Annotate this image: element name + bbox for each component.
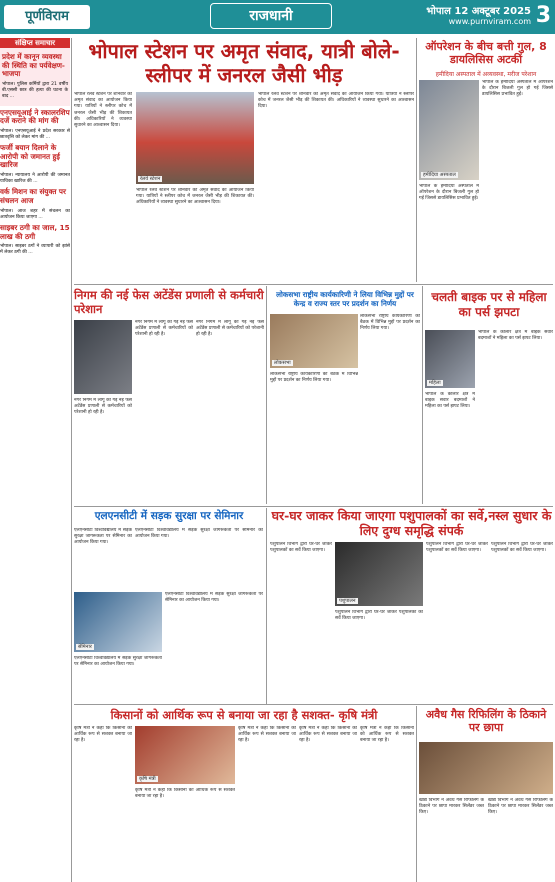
brief-text: भोपाल। एनएसयूआई ने प्रदेश सरकार से छात्रवृत्ति को लेकर मांग की ... bbox=[0, 128, 70, 140]
operation-text-continued: भोपाल के हमीदिया अस्पताल में ऑपरेशन के दौरान बिजली गुल हो गई जिससे डायलिसिस प्रभावित हुई। bbox=[419, 184, 479, 202]
operation-text: भोपाल के हमीदिया अस्पताल में ऑपरेशन के दौरान बिजली गुल हो गई जिससे डायलिसिस प्रभावित हुई। bbox=[482, 80, 553, 98]
hospital-photo bbox=[419, 80, 479, 180]
column-divider bbox=[266, 508, 267, 704]
brief-headline: एनएसयूआई ने स्कालरशिप दर्जे कराने की मांग की bbox=[0, 107, 70, 126]
kisan-text: कृषि मंत्री ने कहा कि किसानों को आर्थिक रूप से सशक्त बनाया जा रहा है। bbox=[74, 726, 132, 744]
photo-caption: कृषि मंत्री bbox=[139, 776, 156, 782]
brief-tag: संक्षिप्त समाचार bbox=[0, 38, 70, 48]
ghar-text-continued: पशुपालन विभाग द्वारा घर-घर जाकर पशुपालकों का सर्वे किया जाएगा। bbox=[335, 610, 423, 622]
photo-caption: सेमिनार bbox=[78, 644, 92, 650]
lok-text-continued: लोकसभा राष्ट्रीय कार्यकारिणी की बैठक में विभिन्न मुद्दों पर प्रदर्शन का निर्णय लिया गया। bbox=[270, 372, 358, 384]
seminar-text-continued: एलएनसीटी विश्वविद्यालय में सड़क सुरक्षा जागरूकता पर सेमिनार का आयोजन किया गया। bbox=[74, 656, 162, 668]
photo-caption: रेलवे स्टेशन bbox=[140, 176, 161, 182]
operation-subhead: हमीदिया अस्पताल में अव्यवस्था, मरीज परेशान bbox=[435, 71, 537, 78]
column-divider bbox=[416, 706, 417, 882]
brief-headline: वर्क मिशन का संयुक्त पर संचलन आज bbox=[0, 187, 66, 205]
lead-text-continued: भोपाल रेलवे स्टेशन पर शनिवार को अमृत संवाद का आयोजन किया गया। यात्रियों ने स्लीपर कोच में जनरल जैसी भीड़ की शिकायत की। अधिकारियों ने व्यवस्था सुधारने का आश्वासन दिया। bbox=[136, 188, 254, 206]
gas-headline: अवैध गैस रिफिलिंग के ठिकाने पर छापा bbox=[425, 708, 547, 734]
lok-headline: लोकसभा राष्ट्रीय कार्यकारिणी ने लिया विभिन्न मुद्दों पर केन्द्र व राज्य स्तर पर प्रदर्शन का निर्णय bbox=[276, 290, 414, 308]
cattle-photo bbox=[335, 542, 423, 606]
kisan-text-continued: कृषि मंत्री ने कहा कि किसानों को आर्थिक रूप से सशक्त बनाया जा रहा है। bbox=[360, 726, 414, 744]
lead-text: भोपाल रेलवे स्टेशन पर शनिवार को अमृत संवाद का आयोजन किया गया। यात्रियों ने स्लीपर कोच में जनरल जैसी भीड़ की शिकायत की। अधिकारियों ने व्यवस्था सुधारने का आश्वासन दिया। bbox=[74, 92, 132, 129]
ghar-text: पशुपालन विभाग द्वारा घर-घर जाकर पशुपालकों का सर्वे किया जाएगा। bbox=[270, 542, 332, 554]
brief-headline: प्रदेश में कानून व्यवस्था की स्थिति का पर्यवेक्षण-भाजपा bbox=[2, 52, 65, 79]
photo-caption: हमीदिया अस्पताल bbox=[423, 172, 456, 178]
lok-text: लोकसभा राष्ट्रीय कार्यकारिणी की बैठक में विभिन्न मुद्दों पर प्रदर्शन का निर्णय लिया गया। bbox=[360, 314, 420, 332]
left-brief-column bbox=[0, 38, 70, 882]
gas-text: खाद्य विभाग ने अवैध गैस रिफिलिंग के ठिकाने पर छापा मारकर सिलेंडर जब्त किए। bbox=[419, 798, 484, 816]
column-divider bbox=[266, 286, 267, 504]
nigam-photo bbox=[74, 320, 132, 394]
section-label: राजधानी bbox=[210, 3, 332, 29]
column-divider bbox=[416, 38, 417, 282]
brief-text: भोपाल। आज शहर में संचलन का आयोजन किया जाएगा ... bbox=[0, 208, 70, 220]
section-divider bbox=[74, 284, 553, 285]
lead-photo-train bbox=[136, 92, 254, 184]
brief-text: भोपाल। न्यायालय ने आरोपी की जमानत याचिका खारिज की ... bbox=[0, 172, 70, 185]
operation-headline: ऑपरेशन के बीच बत्ती गुल, 8 डायलिसिस अटकीं bbox=[425, 40, 547, 66]
edition-date: भोपाल 12 अक्टूबर 2025 bbox=[426, 6, 531, 17]
kisan-text-continued: कृषि मंत्री ने कहा कि किसानों को आर्थिक रूप से सशक्त बनाया जा रहा है। bbox=[299, 726, 357, 744]
nigam-headline: निगम की नई फेस अटेंडेंस प्रणाली से कर्मचारी परेशान bbox=[74, 288, 264, 316]
nigam-text-continued: नगर निगम में लागू की गई नई फेस अटेंडेंस प्रणाली से कर्मचारियों को परेशानी हो रही है। bbox=[135, 320, 193, 338]
masthead-logo: पूर्णविराम bbox=[4, 5, 90, 29]
brief-text: भोपाल। पुलिस कर्मियों द्वारा 21 वर्षीय बी.एससी छात्र की हत्या की घटना के बाद ... bbox=[2, 81, 68, 100]
section-divider bbox=[74, 506, 553, 507]
gas-raid-photo bbox=[419, 742, 553, 794]
seminar-text-continued: एलएनसीटी विश्वविद्यालय में सड़क सुरक्षा जागरूकता पर सेमिनार का आयोजन किया गया। bbox=[165, 592, 263, 604]
seminar-photo bbox=[74, 592, 162, 652]
kisan-headline: किसानों को आर्थिक रूप से बनाया जा रहा है सशक्त- कृषि मंत्री bbox=[110, 708, 378, 722]
page-number: 3 bbox=[535, 3, 551, 28]
kisan-text-continued: कृषि मंत्री ने कहा कि किसानों को आर्थिक रूप से सशक्त बनाया जा रहा है। bbox=[135, 788, 235, 800]
bike-text: भोपाल के कोलार क्षेत्र में बाइक सवार बदमाशों ने महिला का पर्स झपट लिया। bbox=[478, 330, 553, 342]
brief-text: भोपाल। साइबर ठगों ने व्यापारी को झांसे में लेकर ठगी की ... bbox=[0, 244, 70, 256]
ghar-text-continued: पशुपालन विभाग द्वारा घर-घर जाकर पशुपालकों का सर्वे किया जाएगा। bbox=[491, 542, 553, 554]
lead-headline: भोपाल स्टेशन पर अमृत संवाद, यात्री बोले- स्लीपर में जनरल जैसी भीड़ bbox=[88, 39, 400, 87]
seminar-text-continued: एलएनसीटी विश्वविद्यालय में सड़क सुरक्षा जागरूकता पर सेमिनार का आयोजन किया गया। bbox=[135, 528, 263, 540]
brief-box bbox=[0, 48, 70, 105]
seminar-text: एलएनसीटी विश्वविद्यालय में सड़क सुरक्षा जागरूकता पर सेमिनार का आयोजन किया गया। bbox=[74, 528, 132, 546]
bike-text-continued: भोपाल के कोलार क्षेत्र में बाइक सवार बदमाशों ने महिला का पर्स झपट लिया। bbox=[425, 392, 475, 410]
section-divider bbox=[74, 704, 553, 705]
header-bar bbox=[0, 0, 555, 34]
gas-text-continued: खाद्य विभाग ने अवैध गैस रिफिलिंग के ठिकाने पर छापा मारकर सिलेंडर जब्त किए। bbox=[488, 798, 553, 816]
photo-caption: महिला bbox=[429, 380, 441, 386]
brief-headline: फर्जी बयान दिलाने के आरोपी को जमानत हुई खारिज bbox=[0, 143, 60, 170]
nigam-text: नगर निगम में लागू की गई नई फेस अटेंडेंस प्रणाली से कर्मचारियों को परेशानी हो रही है। bbox=[74, 398, 132, 416]
ghar-headline: घर-घर जाकर किया जाएगा पशुपालकों का सर्वे,नस्ल सुधार के लिए दुग्ध समृद्धि संपर्क bbox=[271, 508, 552, 538]
lead-text-continued: भोपाल रेलवे स्टेशन पर शनिवार को अमृत संवाद का आयोजन किया गया। यात्रियों ने स्लीपर कोच में जनरल जैसी भीड़ की शिकायत की। अधिकारियों ने व्यवस्था सुधारने का आश्वासन दिया। bbox=[258, 92, 414, 110]
kisan-text-continued: कृषि मंत्री ने कहा कि किसानों को आर्थिक रूप से सशक्त बनाया जा रहा है। bbox=[238, 726, 296, 744]
seminar-headline: एलएनसीटी में सड़क सुरक्षा पर सेमिनार bbox=[94, 510, 244, 522]
column-divider bbox=[71, 38, 72, 882]
nigam-text-continued: नगर निगम में लागू की गई नई फेस अटेंडेंस प्रणाली से कर्मचारियों को परेशानी हो रही है। bbox=[196, 320, 264, 338]
bike-headline: चलती बाइक पर से महिला का पर्स झपटा bbox=[431, 290, 547, 319]
ghar-text-continued: पशुपालन विभाग द्वारा घर-घर जाकर पशुपालकों का सर्वे किया जाएगा। bbox=[426, 542, 488, 554]
column-divider bbox=[422, 286, 423, 504]
website-link[interactable]: www.purnviram.com bbox=[448, 17, 531, 26]
photo-caption: लोकसभा bbox=[274, 360, 291, 366]
photo-caption: पशुपालन bbox=[339, 598, 356, 604]
brief-headline: साइबर ठगी का जाल, 15 लाख की ठगी bbox=[0, 222, 70, 241]
